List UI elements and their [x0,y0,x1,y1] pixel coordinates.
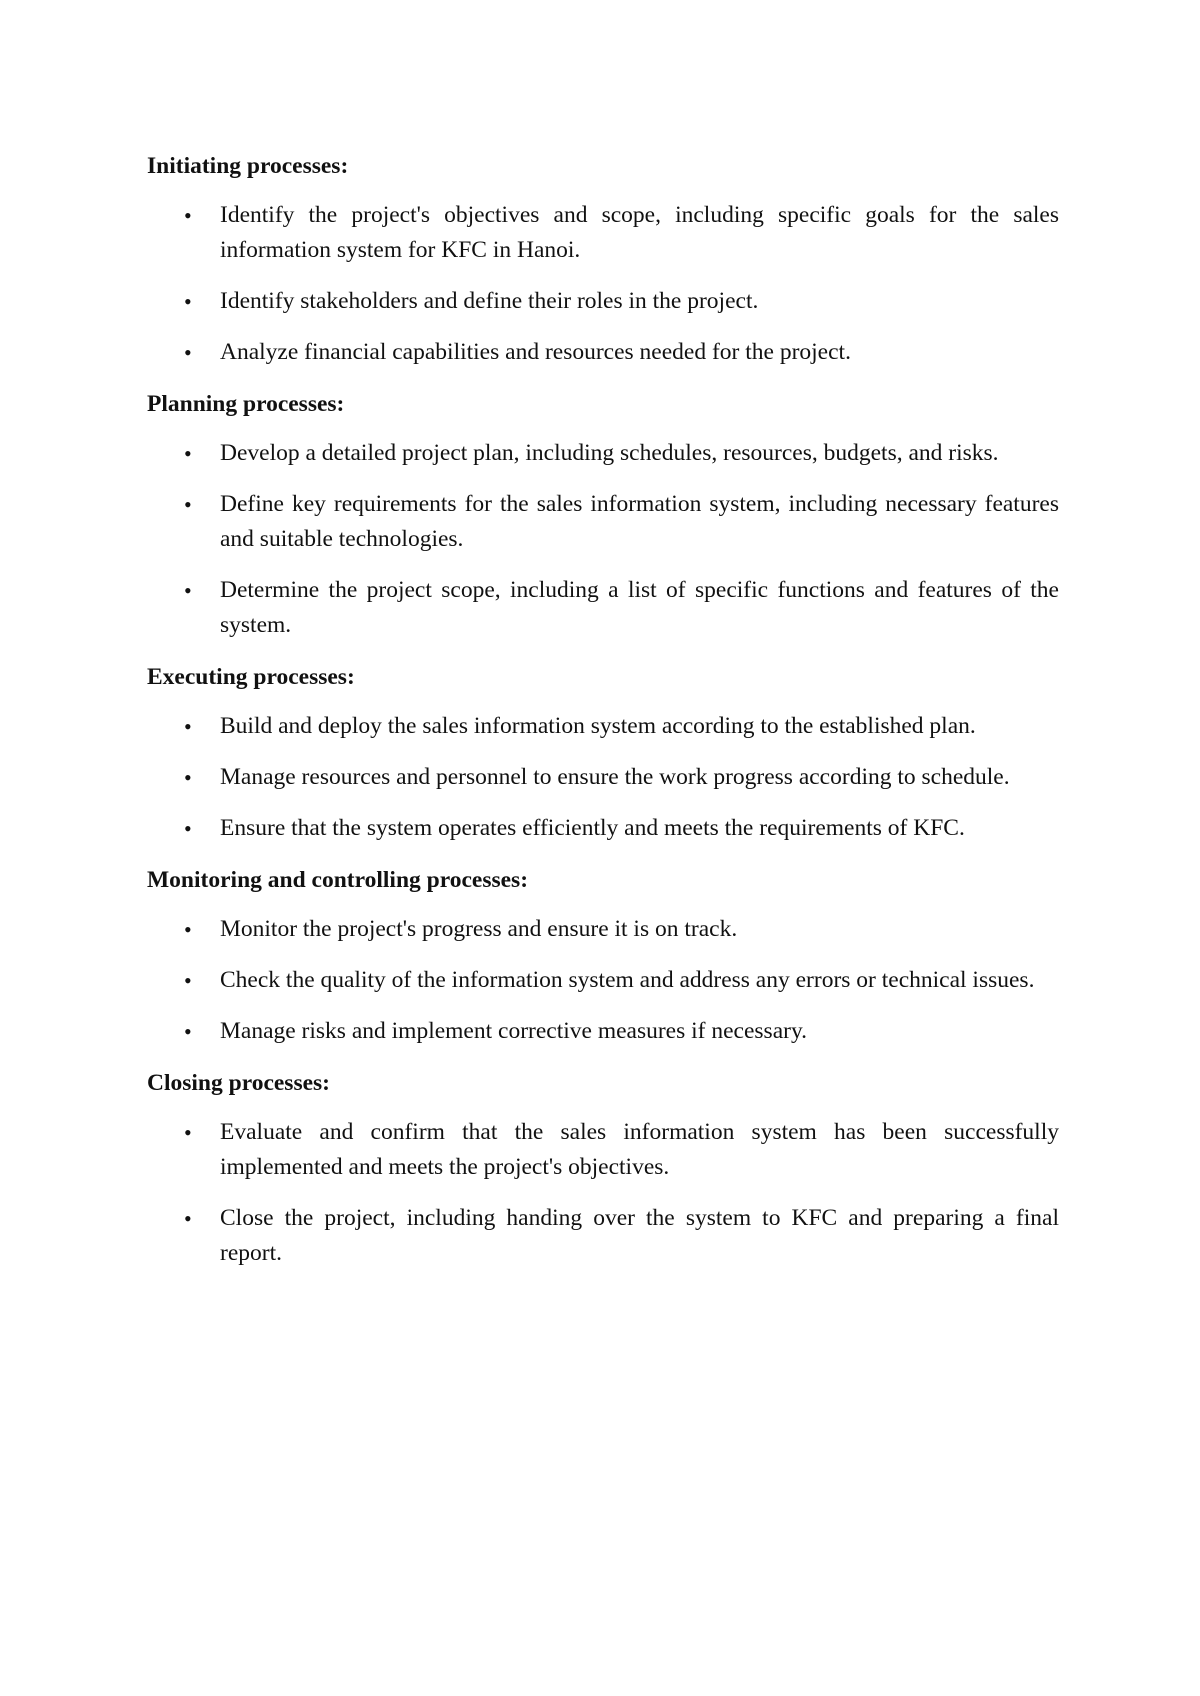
list-item [147,198,1059,268]
bullet-icon: • [184,441,192,466]
list-item [147,284,1059,319]
list-item [147,1115,1059,1185]
bullet-list [147,709,1059,846]
bullet-list [147,912,1059,1049]
section-initiating [147,148,1059,370]
bullet-icon: • [184,765,192,790]
list-item-text: Manage risks and implement corrective measures if necessary. [220,1018,808,1044]
list-item [147,436,1059,471]
bullet-icon: • [184,492,192,517]
list-item [147,709,1059,744]
section-heading: Initiating processes: [147,153,349,179]
bullet-icon: • [184,1019,192,1044]
list-item-text: Ensure that the system operates efficiently and meets the requirements of KFC. [220,815,965,841]
bullet-icon: • [184,917,192,942]
section-planning [147,386,1059,643]
list-item-text: Develop a detailed project plan, including schedules, resources, budgets, and risks. [220,440,999,466]
bullet-icon: • [184,289,192,314]
list-item [147,1014,1059,1049]
section-executing [147,659,1059,846]
bullet-icon: • [184,203,192,228]
section-heading: Planning processes: [147,391,345,417]
bullet-icon: • [184,1120,192,1145]
section-closing [147,1065,1059,1271]
list-item-text: Evaluate and confirm that the sales information system has been successfully implemented and meets the project's objectives. [220,1119,1059,1180]
list-item-text: Analyze financial capabilities and resources needed for the project. [220,339,851,365]
bullet-icon: • [184,816,192,841]
list-item-text: Close the project, including handing over the system to KFC and preparing a final report. [220,1205,1059,1266]
section-heading: Executing processes: [147,664,355,690]
list-item-text: Identify the project's objectives and scope, including specific goals for the sales information system for KFC in Hanoi. [220,202,1059,263]
list-item-text: Monitor the project's progress and ensure it is on track. [220,916,738,942]
list-item [147,760,1059,795]
bullet-icon: • [184,968,192,993]
bullet-list [147,436,1059,643]
bullet-list [147,198,1059,370]
bullet-icon: • [184,714,192,739]
bullet-icon: • [184,578,192,603]
list-item-text: Define key requirements for the sales information system, including necessary features and suitable technologies. [220,491,1059,552]
list-item [147,811,1059,846]
list-item-text: Check the quality of the information system and address any errors or technical issues. [220,967,1035,993]
bullet-icon: • [184,1206,192,1231]
list-item [147,1201,1059,1271]
bullet-icon: • [184,340,192,365]
list-item [147,335,1059,370]
list-item-text: Build and deploy the sales information system according to the established plan. [220,713,976,739]
section-heading: Monitoring and controlling processes: [147,867,529,893]
bullet-list [147,1115,1059,1271]
list-item-text: Manage resources and personnel to ensure the work progress according to schedule. [220,764,1010,790]
list-item [147,963,1059,998]
list-item [147,487,1059,557]
list-item [147,573,1059,643]
section-heading: Closing processes: [147,1070,330,1096]
section-monitoring-controlling [147,862,1059,1049]
list-item-text: Identify stakeholders and define their roles in the project. [220,288,759,314]
list-item [147,912,1059,947]
list-item-text: Determine the project scope, including a list of specific functions and features of the system. [220,577,1059,638]
